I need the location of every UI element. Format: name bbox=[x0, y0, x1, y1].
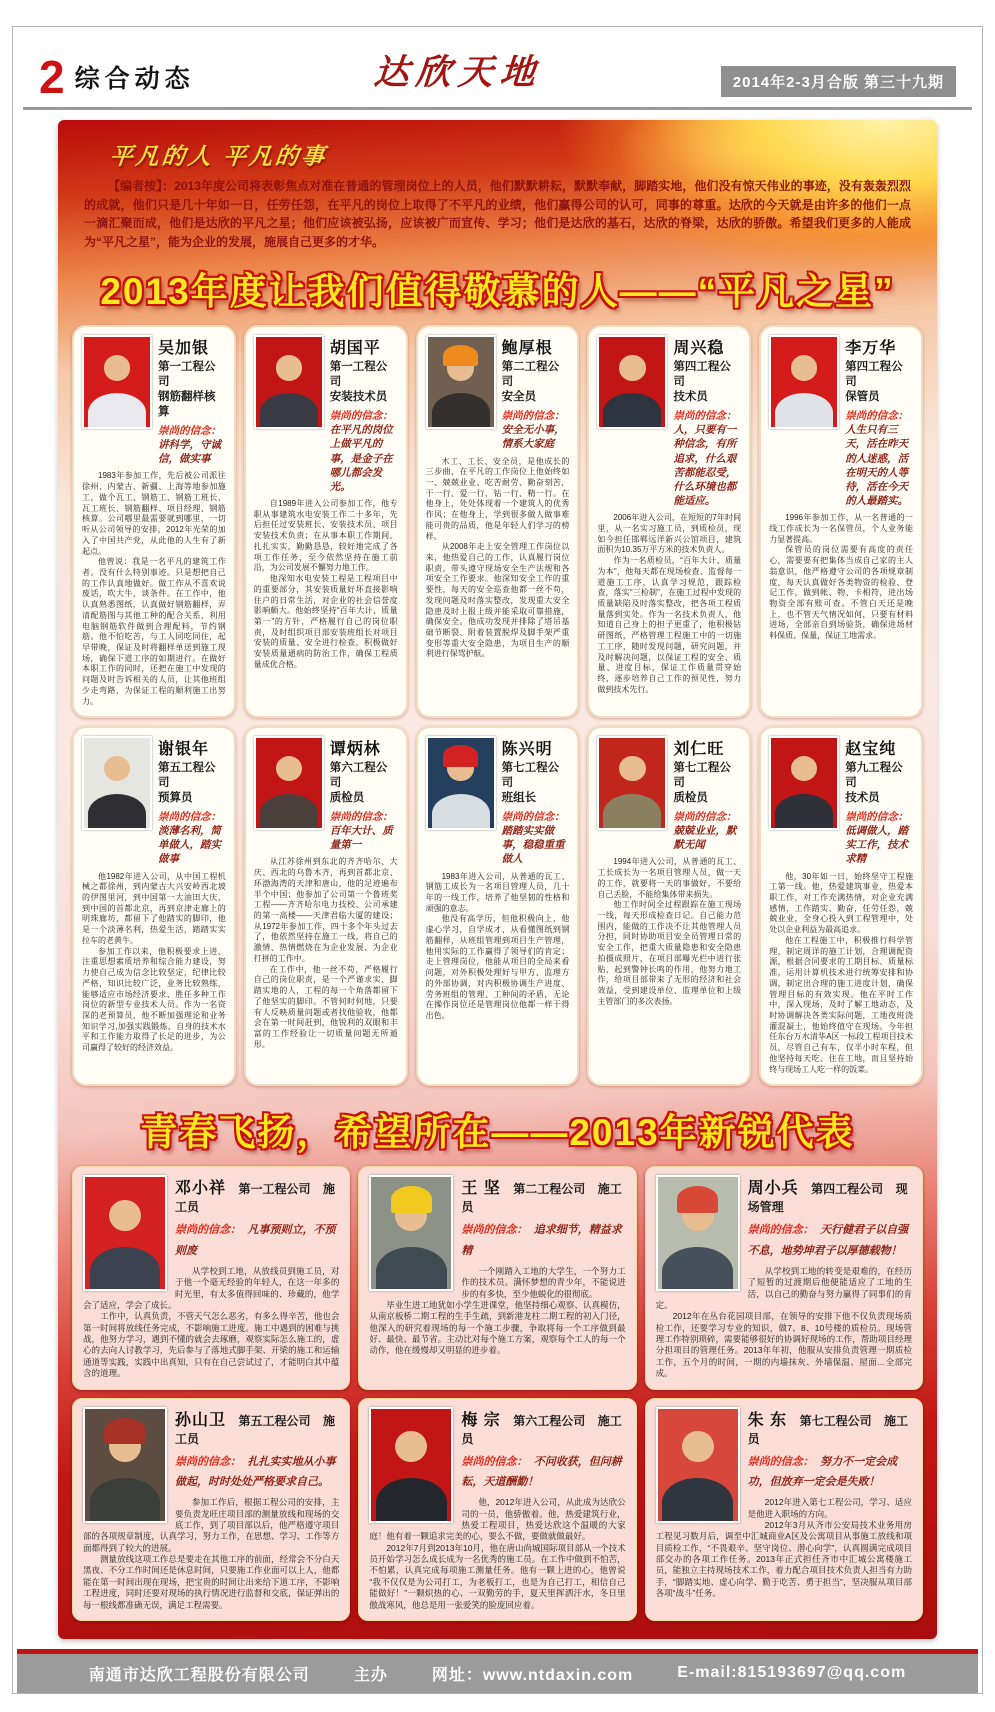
section-title: 综合动态 bbox=[74, 65, 195, 93]
person-name: 赵宝纯 bbox=[845, 741, 897, 759]
bio-paragraph: 1983年进入公司，从普通的瓦工、钢筋工成长为一名项目管理人员，几十年的一线工作，培养了他坚韧的性格和顽强的意志。 bbox=[425, 871, 570, 913]
youth-profile-card bbox=[358, 1398, 636, 1621]
youth-profile-card bbox=[358, 1166, 636, 1389]
bio-paragraph: 他，30年如一日，始终坚守工程施工第一线。他，热爱建筑事业，热爱本职工作，对工作充满热情，对企业充满感情，工作踏实、勤奋，任劳任怨，兢兢业业，全身心投入到工程管理中，处处以企业利益为最高追求。 bbox=[769, 871, 913, 935]
person-company: 第九工程公司 bbox=[845, 762, 903, 790]
bio-paragraph: 他工作时间全过程跟踪在施工现场一线，每天形成检查日记。自己能力范围内，能做的工作决不让其他管理人员分担，同时协助项目安全员管理日常的安全工作，把重大质量隐患和安全隐患拍摄成照片，在项目部曝光栏中进行张贴，起到警钟长鸣的作用，他努力地工作，给项目部带来了无形的经济和社会效益，受到建设单位、监理单位和上级主管部门的多次表扬。 bbox=[597, 900, 742, 1006]
bio-text bbox=[254, 499, 398, 671]
bio-paragraph: 工作中，认真负责，不管天气怎么恶劣，有多么得辛苦，他也会第一时间将放线任务完成，不影响施工进度。施工中遇到的困难与挑战，他努力学习，遇到不懂的就会去琢磨，观察实际怎么施工的，虚心的去向人讨教学习，先后参与了落地式脚手架、开梁的施工和运输通道等实践，实践中出真知，只有在自己尝试过了，才能明白其中蕴含的道理。 bbox=[83, 1311, 340, 1379]
motto-label: 崇尚的信念： bbox=[158, 425, 221, 438]
person-company: 第六工程公司 bbox=[513, 1413, 586, 1428]
motto-block bbox=[673, 809, 741, 852]
bio-paragraph: 2012年进入第七工程公司，学习、适应是他进入职场的方向。 bbox=[747, 1497, 912, 1519]
card-header bbox=[254, 335, 398, 494]
person-company: 第二工程公司 bbox=[513, 1182, 586, 1197]
person-identity bbox=[158, 736, 226, 866]
bio-paragraph: 他曾说：我是一名平凡的建筑工作者。没有什么特别事迹。只是想把自己的工作认真地做好。做工作从不喜欢说废话，吹大牛，谈条件。在工作中，他认真熟悉图纸，认真做好钢筋翻样，弄清配筋图与其他工种的配合关系，利用电脑钢筋软件做到合理配料，节约钢筋。他不怕吃苦，与工人同吃同住，起早带晚，保证及时将翻样单送到施工现场，确保下道工序的如期进行。在做好本职工作的同时，还把在施工中发现的问题及时告诉相关的人员，让其他班组少走弯路，为保证工程的顺利施工出努力。 bbox=[82, 557, 226, 706]
person-body-icon bbox=[775, 393, 833, 429]
bio-text bbox=[597, 513, 741, 695]
person-identity bbox=[330, 335, 398, 494]
page-footer bbox=[17, 1649, 978, 1693]
bio-text bbox=[82, 471, 226, 707]
motto-label: 崇尚的信念： bbox=[501, 410, 565, 423]
bio-paragraph: 木工、工长、安全员，是他成长的三步曲，在平凡的工作岗位上他始终如一、兢兢业业、吃苦耐劳、勤奋刻苦，干一行、爱一行，钻一行、精一行。在他身上，处处体现着一个建筑人的优秀作风；在他身上，学到很多做人做事难能可贵的品质，他是年轻人们学习的榜样。 bbox=[425, 456, 570, 541]
motto-label: 崇尚的信念： bbox=[158, 811, 221, 824]
person-company: 第七工程公司 bbox=[501, 762, 560, 790]
person-role: 施工员 bbox=[747, 1413, 909, 1446]
card-header bbox=[426, 335, 570, 451]
bio-text bbox=[769, 513, 913, 642]
star-profile-card bbox=[416, 726, 580, 1086]
footer-website: 网址：www.ntdaxin.com bbox=[431, 1666, 634, 1684]
person-company: 第一工程公司 bbox=[158, 361, 216, 389]
motto-label: 崇尚的信念： bbox=[673, 811, 737, 824]
bio-paragraph: 他1982年进入公司，从中国工程机械之都徐州，到内蒙古大兴安岭西北坡的伊图里河，到中国第一大油田大庆，到中国的首都北京，再到京津走廊上的明珠廊坊，都留下了他踏实的脚印，他是一个淡薄名利，热爱生活，踏踏实实拉车的老黄牛。 bbox=[82, 871, 226, 945]
person-company: 第四工程公司 bbox=[673, 361, 731, 389]
youth-section-headline: 青春飞扬，希望所在——2013年新锐代表 bbox=[140, 1112, 855, 1154]
bio-text bbox=[82, 872, 226, 1054]
person-name: 孙山卫 bbox=[175, 1411, 227, 1429]
person-silhouette-icon bbox=[619, 756, 645, 781]
person-name: 周兴稳 bbox=[673, 340, 725, 358]
banner-slogan: 平凡的人 平凡的事 bbox=[108, 143, 329, 169]
person-name: 朱 东 bbox=[747, 1411, 788, 1429]
portrait-photo bbox=[656, 1175, 740, 1291]
portrait-photo bbox=[369, 1175, 453, 1291]
person-silhouette-icon bbox=[104, 756, 130, 781]
bio-paragraph: 2006年进入公司，在短短的7年时间里，从一名实习施工员，到质检员，现如今担任邯郸远洋新兴公馆项目，建筑面积为10.35万平方米的技术负责人。 bbox=[597, 513, 742, 555]
portrait-photo bbox=[83, 1407, 167, 1523]
person-silhouette-icon bbox=[276, 756, 302, 781]
portrait-photo bbox=[656, 1407, 740, 1523]
person-role: 施工员 bbox=[461, 1413, 622, 1446]
portrait-photo bbox=[597, 736, 667, 830]
motto-text: 百年大计、质量第一 bbox=[329, 825, 393, 852]
person-name: 谢银年 bbox=[158, 741, 210, 759]
bio-paragraph: 2012年3月从齐市公安局技术业务用房工程见习数月后，调至中汇城商业A区及公寓项目从事施工放线和项目质检工作，“不畏艰辛、坚守岗位、潜心向学”，认真圆满完成项目部交办的各项工作任务。2013年正式担任齐市中汇城公寓楼施工员，能独立主持现场技术工作，着力配合项目技术负责人担当有力助手，“脚踏实地、虚心向学、勤于吃苦、勇于担当”，坚决服从项目部各项“战斗”任务。 bbox=[655, 1519, 912, 1599]
person-body-icon bbox=[376, 1247, 446, 1292]
motto-label: 崇尚的信念： bbox=[461, 1455, 528, 1468]
person-role: 施工员 bbox=[175, 1182, 335, 1215]
person-company: 第四工程公司 bbox=[811, 1182, 884, 1197]
footer-email: E-mail:815193697@qq.com bbox=[677, 1664, 907, 1682]
page-number: 2 bbox=[39, 50, 65, 103]
person-role: 保管员 bbox=[845, 391, 880, 404]
star-profile-card bbox=[759, 726, 923, 1086]
motto-label: 崇尚的信念： bbox=[673, 410, 737, 423]
motto-text: 安全无小事，情系大家庭 bbox=[501, 424, 565, 451]
star-profile-card bbox=[587, 726, 751, 1086]
portrait-photo bbox=[82, 736, 152, 830]
card-header bbox=[82, 736, 226, 866]
motto-text: 不问收获，但问耕耘，天道酬勤！ bbox=[461, 1455, 622, 1489]
helmet-icon bbox=[391, 1186, 433, 1213]
issue-info-badge: 2014年2-3月合版 第三十九期 bbox=[721, 66, 956, 97]
bio-paragraph: 毕业生进工地犹如小学生进课堂，他坚持细心观察、认真模仿，从南京板桥二期工程的生手生疏，到新港龙柱二期工程的初入门径，他深入的研究着现场的每一个施工步骤，争取将每一个工序做到最好、最快、最节省。主动比对每个施工方案，观察每个工人的每一个动作，他在缓慢却又明显的进步着。 bbox=[369, 1299, 626, 1356]
person-role: 现场管理 bbox=[747, 1182, 908, 1215]
bio-paragraph: 1996年参加工作，从一名普通的一线工作成长为一名保管员，个人业务能力显著提高。 bbox=[769, 513, 913, 544]
page-frame bbox=[12, 26, 983, 1694]
person-body-icon bbox=[603, 794, 661, 830]
motto-text: 人生只有三天，活在昨天的人迷惑，活在明天的人等待，活在今天的人最踏实。 bbox=[845, 424, 909, 508]
bio-paragraph: 测量放线这项工作总是要走在其他工序的前面，经常会不分白天黑夜、不分工作时间还是休息时间，只要施工作业面可以上人，他都能在第一时间出现在现场，把宝贵的时间让出来给下道工序，不影响工程进度，同时还要对现场的执行情况进行监督和交底，保证弹出的每一根线都准确无误，满足工程需要。 bbox=[83, 1554, 340, 1610]
motto-block bbox=[330, 408, 398, 494]
person-body-icon bbox=[432, 794, 490, 830]
portrait-photo bbox=[254, 736, 324, 830]
portrait-photo bbox=[82, 335, 152, 429]
motto-block bbox=[502, 408, 570, 451]
person-name: 梅 宗 bbox=[461, 1411, 501, 1429]
bio-paragraph: 参加工作后，根据工程公司的安排，主要负责龙旺庄项目部的测量放线和现场的交底工作，到了项目部以后，他严格遵守项目部的各项规章制度，认真学习，努力工作，在思想、学习、工作等方面都得到了较大的进展。 bbox=[83, 1497, 340, 1553]
star-profile-card bbox=[244, 726, 408, 1086]
footer-publisher: 南通市达欣工程股份有限公司 bbox=[88, 1666, 310, 1684]
motto-text: 天行健君子以自强不息，地势坤君子以厚德载物！ bbox=[747, 1224, 909, 1258]
star-profile-card bbox=[759, 325, 923, 718]
person-role: 班组长 bbox=[501, 792, 537, 805]
bio-paragraph: 他没有高学历，但他积极向上，他虚心学习，自学成才，从看懂图纸到钢筋翻样，从班组管理到项目生产管理，他用实际的工作赢得了领导们的肯定；走上管理岗位，他能从项目的全局来看问题，对外积极处理好与甲方、监理方的外部协调，对内积极协调生产进度、劳务班组的管理、工种间的矛盾，无论在操作岗位还是管理岗位他都一样干得出色。 bbox=[425, 914, 570, 1020]
motto-label: 崇尚的信念： bbox=[845, 811, 909, 824]
bio-paragraph: 从2008年走上安全管理工作岗位以来，他热爱自己的工作，认真履行岗位职责，带头遵守现场安全生产法规和各项安全工作要求。他深知安全工作的重要性，每天的安全巡查他都一丝不苟，发现问题及时落实整改，发现重大安全隐患及时上报上级并能采取可靠措施，确保安全。他成功发现并排除了塔吊基础节断裂、附着装置脱焊及脚手架严重变形等重大安全隐患，为项目生产的顺利进行保驾护航。 bbox=[425, 542, 570, 659]
card-header bbox=[426, 736, 570, 866]
person-body-icon bbox=[662, 1247, 732, 1292]
helmet-icon bbox=[104, 1418, 146, 1445]
person-name: 王 坚 bbox=[461, 1180, 501, 1198]
motto-label: 崇尚的信念： bbox=[329, 811, 393, 824]
person-name: 周小兵 bbox=[747, 1180, 799, 1198]
person-name: 谭炳林 bbox=[329, 741, 381, 759]
feature-banner bbox=[58, 120, 937, 1639]
star-profile-card bbox=[244, 325, 408, 718]
person-role: 质检员 bbox=[673, 792, 708, 805]
bio-paragraph: 2012年在丛台花园项目部，在领导的安排下他不仅负责现场质检工作，还要学习专业的知识，做7、8、10号楼的质检员。现场管理工作特别琐碎，需要能够很好的协调好现场的工作，帮助项目经理分担项目的管理任务。2013年年初，他服从安排负责管理一期质检工作，五个月的时间，一期的内墙抹灰、外墙保温、屋面…全部完成。 bbox=[655, 1311, 912, 1379]
person-company: 第七工程公司 bbox=[799, 1413, 872, 1428]
person-identity bbox=[673, 736, 741, 852]
motto-text: 人，只要有一种信念，有所追求，什么艰苦都能忍受，什么环境也都能适应。 bbox=[673, 424, 737, 508]
person-name: 刘仁旺 bbox=[673, 741, 725, 759]
person-body-icon bbox=[603, 393, 661, 429]
portrait-photo bbox=[426, 335, 496, 429]
bio-text bbox=[597, 857, 741, 1007]
person-body-icon bbox=[88, 794, 146, 830]
helmet-icon bbox=[677, 1186, 719, 1213]
youth-cards-grid bbox=[68, 1166, 927, 1621]
person-name: 鲍厚根 bbox=[501, 340, 553, 358]
person-company: 第一工程公司 bbox=[329, 361, 388, 389]
motto-text: 在平凡的岗位上做平凡的事，是金子在哪儿都会发光。 bbox=[329, 424, 393, 493]
star-profile-card bbox=[72, 325, 236, 718]
motto-block bbox=[158, 423, 226, 466]
motto-label: 崇尚的信念： bbox=[329, 410, 393, 423]
person-identity bbox=[502, 736, 570, 866]
youth-profile-card bbox=[72, 1166, 350, 1389]
card-header bbox=[769, 335, 913, 508]
person-company: 第五工程公司 bbox=[238, 1413, 311, 1428]
person-body-icon bbox=[662, 1478, 732, 1523]
motto-block bbox=[673, 408, 741, 508]
motto-label: 崇尚的信念： bbox=[175, 1224, 241, 1237]
bio-paragraph: 1983年参加工作，先后被公司派往徐州、内蒙古、新疆、上海等地参加施工，做个瓦工、钢筋工、钢筋工班长、瓦工班长、钢筋翻样、项目经理、钢筋核算。公司哪里最需要就到哪里，一切听从公司领导的安排，2012年光荣的加入了中国共产党，从此他的人生有了新起点。 bbox=[82, 471, 226, 556]
bio-paragraph: 在工作中，他一丝不苟，严格履行自己的岗位职责，是一个严谨求实、脚踏实地的人，工程的每一个角落都留下了他坚实的脚印。不管何时何地，只要有人反映质量问题或者找他验收，他都会在第一时间赶到，他锐利的双眼和丰富的工作经验让一切质量问题无所遁形。 bbox=[253, 964, 398, 1049]
motto-text: 兢兢业业，默默无闻 bbox=[673, 825, 737, 852]
person-silhouette-icon bbox=[791, 355, 817, 380]
person-company: 第六工程公司 bbox=[329, 762, 388, 790]
motto-text: 努力不一定会成功，但放弃一定会是失败！ bbox=[747, 1455, 898, 1489]
person-identity bbox=[330, 736, 398, 852]
person-name: 吴加银 bbox=[158, 340, 210, 358]
star-cards-grid bbox=[68, 325, 927, 1086]
motto-text: 踏踏实实做事，稳稳重重做人 bbox=[501, 825, 565, 866]
portrait-photo bbox=[426, 736, 496, 830]
motto-label: 崇尚的信念： bbox=[747, 1224, 814, 1237]
person-identity bbox=[673, 335, 741, 508]
bio-paragraph: 从学校到工地的转变是艰难的，在经历了短暂的过渡期后他便能适应了工地的生活，以自己的勤奋与努力赢得了同事们的肯定。 bbox=[655, 1265, 912, 1310]
bio-paragraph: 他深知水电安装工程是工程项目中的重要部分，其安装质量好坏直接影响住户的日常生活，对企业的社会信誉度影响颇大。他始终坚持“百年大计、质量第一”的方针，严格履行自己的岗位职责，及时组织项目部安装班组长对项目安装的质量、安全进行检查，积极做好安装质量通病的防治工作，确保工程质量成优合格。 bbox=[253, 574, 398, 669]
bio-paragraph: 自1989年进入公司参加工作，他专职从事建筑水电安装工作二十多年，先后担任过安装班长、安装技术员、项目安装技术负责；在从事本职工作期间，扎扎实实，勤勤恳恳，较好地完成了各项工作任务，至今依然坚持在施工前沿，为公司发展不懈努力地工作。 bbox=[253, 499, 398, 573]
motto-text: 讲科学，守诚信，做实事 bbox=[158, 439, 221, 466]
bio-text bbox=[426, 872, 570, 1022]
bio-paragraph: 参加工作以来，他积极要求上进，注重思想素质培养和综合能力建设，努力使自己成为信念比较坚定，纪律比较严格，知识比较广泛，业务比较熟练，能够适应市场经济要求、胜任多种工作岗位的新型专业技术人员。作为一名资深的老预算员，他不断加强理论和业务知识学习,加强实践锻炼，自身的技术水平和工作能力取得了长足的进步，为公司赢得了较好的经济效益。 bbox=[82, 946, 226, 1053]
motto-block bbox=[845, 809, 913, 867]
motto-text: 凡事预则立，不预则废 bbox=[175, 1224, 336, 1258]
person-silhouette-icon bbox=[395, 1431, 427, 1462]
person-identity bbox=[845, 736, 913, 866]
card-header bbox=[597, 335, 741, 508]
person-silhouette-icon bbox=[682, 1431, 714, 1462]
motto-label: 崇尚的信念： bbox=[845, 410, 909, 423]
bio-paragraph: 从江苏徐州到东北的齐齐哈尔、大庆、西北的乌鲁木齐，再到首都北京、环渤海湾的天津和唐山，他的足迹遍布半个中国；他参加了公司第一个鲁班奖工程——齐齐哈尔电力技校、公司承建的第一高楼——天津君临大厦的建设；从1972年参加工作，四十多个年头过去了，他依然坚持在施工一线，将自己的激情、热情燃烧在为企业发展、为企业打拼的工作中。 bbox=[253, 857, 398, 963]
footer-organizer: 主办 bbox=[353, 1666, 388, 1684]
person-body-icon bbox=[260, 393, 318, 429]
bio-paragraph: 他，2012年进入公司，从此成为达欣公司的一员，他骄傲着。他，热爱建筑行业，热爱工程项目，热爱达欣这个温暖的大家庭！他有着一颗追求完美的心，要么不做，要做就做最好。 bbox=[369, 1497, 626, 1542]
portrait-photo bbox=[83, 1175, 167, 1291]
star-section-headline: 2013年度让我们值得敬慕的人——“平凡之星” bbox=[100, 271, 895, 313]
person-identity bbox=[502, 335, 570, 451]
motto-block bbox=[502, 809, 570, 867]
youth-profile-card bbox=[645, 1398, 923, 1621]
person-body-icon bbox=[260, 794, 318, 830]
youth-profile-card bbox=[72, 1398, 350, 1621]
card-header bbox=[254, 736, 398, 852]
star-profile-card bbox=[587, 325, 751, 718]
person-identity bbox=[158, 335, 226, 466]
helmet-icon bbox=[443, 345, 477, 367]
bio-paragraph: 从学校到工地，从放线员到施工员，对于他一个毫无经验的年轻人，在这一年多的时光里，有太多值得回味的、珍藏的，他学会了适应，学会了成长。 bbox=[83, 1265, 340, 1310]
editor-note: 【编者按】：2013年度公司将表彰焦点对准在普通的管理岗位上的人员，他们默默耕耘，默默奉献，脚踏实地，他们没有惊天伟业的事迹，没有轰轰烈烈的成就，他们只是几十年如一日，任劳任怨，在平凡的岗位上取得了不平凡的业绩，他们赢得公司的认可，同事的尊重。达欣的今天就是由许多的他们一点一滴汇聚而成，他们是达欣的平凡之星；他们应该被弘扬，应该被广而宣传、学习；他们是达欣的基石，达欣的脊梁，达欣的骄傲。希望我们更多的人能成为“平凡之星”，能为企业的发展，施展自己更多的才华。 bbox=[84, 179, 911, 249]
motto-text: 低调做人，踏实工作，技术求精 bbox=[845, 825, 909, 866]
card-header bbox=[597, 736, 741, 852]
person-name: 邓小祥 bbox=[175, 1180, 227, 1198]
person-role: 施工员 bbox=[461, 1182, 622, 1215]
person-body-icon bbox=[775, 794, 833, 830]
motto-text: 扎扎实实地从小事做起，时时处处严格要求自己。 bbox=[175, 1455, 336, 1489]
person-role: 安全员 bbox=[501, 391, 537, 404]
bio-paragraph: 作为一名质检员，“百年大计、质量为本”，他每天都在现场检查、监督每一道施工工序，认真学习规范，跟踪检查，落实“三检制”，在施工过程中发现的质量缺陷及时落实整改，把各项工程质量落到实处。作为一名技术负责人，他知道自己身上的担子更重了，他积极钻研图纸，严格管理工程施工中的一切施工工序，随时发现问题，研究问题，并及时解决问题，以保证工程的安全、质量、进度目标，保证工作质量贯穿始终，逐步培养自己工作的预见性，努力做到技术先行。 bbox=[597, 556, 742, 694]
person-body-icon bbox=[376, 1478, 446, 1523]
person-name: 陈兴明 bbox=[501, 741, 553, 759]
bio-paragraph: 他在工程施工中，积极推行科学管理，制定周详的施工计划，合理调配资源，根据合同要求的工期目标、质量标准，运用计算机技术进行统筹安排和协调，制定出合理的施工进度计划，确保管理目标的有效实现。他在平时工作中，深入现场，及时了解工地动态，及时协调解决各类实际问题，工地夜班浇灌混凝土，他始终值守在现场。今年担任东台万水清华A区一标段工程项目技术员，尽管自己有车，仅半小时车程，但他坚持每天吃、住在工地，而且坚持始终与现场工人吃一样的饭菜。 bbox=[769, 935, 913, 1074]
motto-block bbox=[158, 809, 226, 867]
page-header bbox=[13, 41, 982, 103]
helmet-icon bbox=[443, 745, 477, 767]
bio-paragraph: 保管员的岗位需要有高度的责任心，需要要有把集体当成自己家的主人翁意识，他严格遵守公司的各项规章制度，每天认真做好各类物资的检验、登记工作，做到帐、物、卡相符，进出场物资全部有账可查。不管白天还是晚上，也不管天气情况如何，只要有材料进场，全部亲自到场验货，确保进场材料保质、保量，保证工地需求。 bbox=[769, 545, 913, 641]
person-silhouette-icon bbox=[791, 756, 817, 781]
motto-text: 淡薄名利，简单做人，踏实做事 bbox=[158, 825, 221, 866]
portrait-photo bbox=[369, 1407, 453, 1523]
motto-block bbox=[845, 408, 913, 508]
person-role: 安装技术员 bbox=[329, 391, 388, 404]
star-profile-card bbox=[416, 325, 580, 718]
masthead-title: 达欣天地 bbox=[372, 52, 544, 93]
person-silhouette-icon bbox=[104, 355, 130, 380]
person-silhouette-icon bbox=[619, 355, 645, 380]
portrait-photo bbox=[769, 736, 839, 830]
motto-label: 崇尚的信念： bbox=[461, 1224, 528, 1237]
person-role: 预算员 bbox=[158, 792, 193, 805]
motto-label: 崇尚的信念： bbox=[175, 1455, 241, 1468]
bio-paragraph: 1994年进入公司，从普通的瓦工、工长成长为一名项目管理人员，做一天的工作，就要将一天的事做好，不要给自己丢脸，不能给集体带来损失。 bbox=[597, 857, 742, 899]
person-role: 钢筋翻样核算 bbox=[158, 391, 216, 419]
person-role: 技术员 bbox=[845, 792, 880, 805]
person-company: 第一工程公司 bbox=[238, 1182, 311, 1197]
person-name: 李万华 bbox=[845, 340, 897, 358]
person-body-icon bbox=[90, 1247, 160, 1292]
motto-text: 追求细节，精益求精 bbox=[461, 1224, 622, 1258]
bio-paragraph: 一个刚踏入工地的大学生，一个努力工作的技术员。满怀梦想的青少年，不能说进步的有多快，至少他蜕化的很彻底。 bbox=[461, 1265, 626, 1299]
header-divider bbox=[23, 107, 972, 110]
card-header bbox=[769, 736, 913, 866]
card-header bbox=[82, 335, 226, 466]
motto-label: 崇尚的信念： bbox=[501, 811, 565, 824]
person-body-icon bbox=[432, 393, 490, 429]
motto-label: 崇尚的信念： bbox=[747, 1455, 814, 1468]
person-company: 第二工程公司 bbox=[501, 361, 560, 389]
bio-text bbox=[426, 457, 570, 661]
page-header-left bbox=[39, 50, 195, 103]
youth-profile-card bbox=[645, 1166, 923, 1389]
bio-paragraph: 2012年7月到2013年10月，他在唐山尚城国际项目部从一个技术员开始学习怎么成长成为一名优秀的施工员。在工作中做到不怕苦，不怕累，认真完成每项施工测量任务。他有一颗上进的心，他曾说“我不仅仅是为公司打工，为老板打工，也是为自己打工，相信自己能做好！”一颗炽热的心、一双勤劳的手，夏天里挥洒汗水，冬日里傲战寒风，他总是用一张爱笑的脸庞回应着。 bbox=[369, 1542, 626, 1610]
person-body-icon bbox=[90, 1478, 160, 1523]
person-role: 施工员 bbox=[175, 1413, 335, 1446]
person-name: 胡国平 bbox=[329, 340, 381, 358]
portrait-photo bbox=[769, 335, 839, 429]
star-profile-card bbox=[72, 726, 236, 1086]
person-silhouette-icon bbox=[109, 1200, 141, 1231]
person-silhouette-icon bbox=[276, 355, 302, 380]
motto-block bbox=[330, 809, 398, 852]
portrait-photo bbox=[254, 335, 324, 429]
person-role: 质检员 bbox=[329, 792, 365, 805]
person-company: 第七工程公司 bbox=[673, 762, 731, 790]
portrait-photo bbox=[597, 335, 667, 429]
person-company: 第五工程公司 bbox=[158, 762, 216, 790]
person-body-icon bbox=[88, 393, 146, 429]
bio-text bbox=[769, 872, 913, 1076]
person-identity bbox=[845, 335, 913, 508]
person-role: 技术员 bbox=[673, 391, 708, 404]
person-company: 第四工程公司 bbox=[845, 361, 903, 389]
bio-text bbox=[254, 857, 398, 1050]
